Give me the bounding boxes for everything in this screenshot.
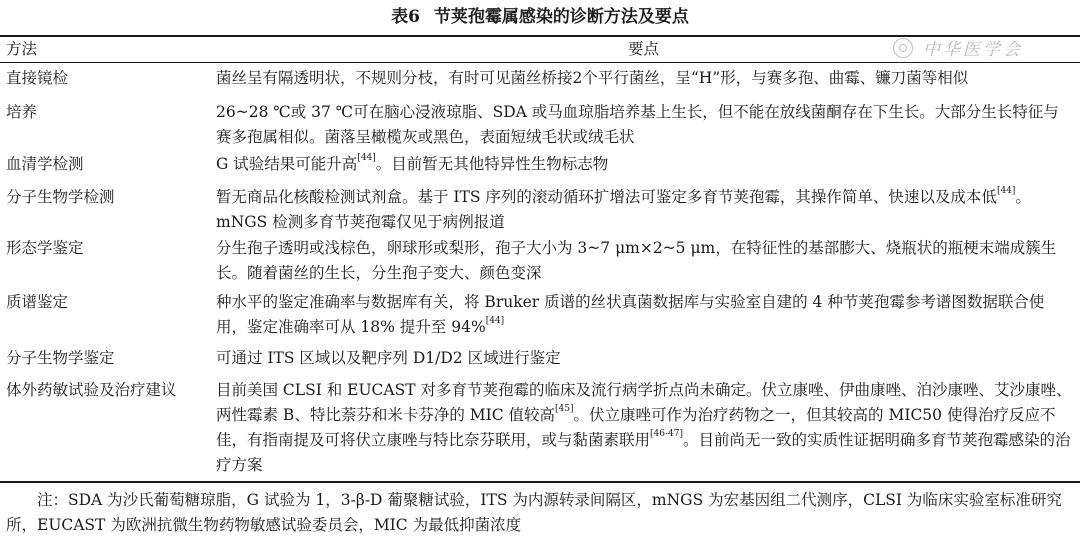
row-method: 直接镜检 [6, 69, 69, 87]
header-method: 方法 [6, 40, 38, 58]
row-points [216, 378, 1074, 478]
table-title: 节荚孢霉属感染的诊断方法及要点 [433, 7, 689, 27]
row-method: 分子生物学检测 [6, 188, 115, 206]
points-text: 暂无商品化核酸检测试剂盒。基于 ITS 序列的滚动循环扩增法可鉴定多育节荚孢霉，其操作简单、快速以及成本低 [216, 188, 997, 206]
citation-ref: [44] [996, 186, 1016, 196]
table-label: 表6 [391, 7, 420, 27]
row-points [216, 66, 1074, 91]
row-points [216, 290, 1074, 340]
points-text: 26~28 ℃或 37 ℃可在脑心浸液琼脂、SDA 或马血琼脂培养基上生长，但不能在放线菌酮存在下生长。大部分生长特征与赛多孢属相似。菌落呈橄榄灰或黑色，表面短绒毛状或绒毛状 [216, 103, 1059, 146]
row-method: 体外药敏试验及治疗建议 [6, 381, 177, 399]
points-text: 。mNGS 检测多育节荚孢霉仅见于病例报道 [216, 188, 1031, 231]
row-method: 分子生物学鉴定 [6, 349, 115, 367]
watermark-text: 中华医学会 [923, 40, 1023, 60]
points-text: 种水平的鉴定准确率与数据库有关，将 Bruker 质谱的丝状真菌数据库与实验室自建的 4 种节荚孢霉参考谱图数据联合使用，鉴定准确率可从 18% 提升至 94% [216, 293, 1045, 336]
points-text: 可通过 ITS 区域以及靶序列 D1/D2 区域进行鉴定 [216, 349, 561, 367]
points-text: 分生孢子透明或浅棕色，卵球形或梨形，孢子大小为 3~7 μm×2~5 μm，在特征性的基部膨大、烧瓶状的瓶梗末端成簇生长。随着菌丝的生长，分生孢子变大、颜色变深 [216, 239, 1057, 282]
watermark [893, 38, 1063, 62]
citation-ref: [44] [485, 316, 505, 326]
row-points [216, 346, 1074, 371]
row-points [216, 236, 1074, 286]
row-method: 质谱鉴定 [6, 293, 69, 311]
points-text: G 试验结果可能升高 [216, 155, 358, 173]
points-text: 菌丝呈有隔透明状，不规则分枝，有时可见菌丝桥接2个平行菌丝，呈“H”形，与赛多孢、曲霉、镰刀菌等相似 [216, 69, 969, 87]
points-text: 。伏立康唑可作为治疗药物之一，但其较高的 MIC50 使得治疗反应不佳，有指南提及可将伏立康唑与特比奈芬联用，或与黏菌素联用 [216, 406, 1056, 449]
citation-ref: [44] [357, 153, 376, 163]
header-rule [0, 62, 1080, 63]
seal-icon [893, 38, 913, 58]
points-text: 。目前尚无一致的实质性证据明确多育节荚孢霉感染的治疗方案 [216, 431, 1071, 474]
top-rule [0, 35, 1080, 37]
row-method: 血清学检测 [6, 155, 84, 173]
table-caption [0, 4, 1080, 30]
points-text: 。目前暂无其他特异性生物标志物 [375, 155, 609, 173]
row-points [216, 100, 1074, 150]
row-method: 形态学鉴定 [6, 239, 84, 257]
bottom-rule [0, 481, 1080, 483]
citation-ref: [45] [555, 404, 574, 414]
table-note: 注：SDA 为沙氏葡萄糖琼脂，G 试验为 1，3-β-D 葡聚糖试验，ITS 为内源转录间隔区，mNGS 为宏基因组二代测序，CLSI 为临床实验室标准研究所，EUCAST 为欧洲抗微生物药物敏感试验委员会，MIC 为最低抑菌浓度 [6, 491, 1062, 534]
citation-ref: [46-47] [650, 429, 683, 439]
row-points [216, 152, 1074, 177]
row-method: 培养 [6, 103, 38, 121]
row-points [216, 185, 1074, 235]
points-text: 目前美国 CLSI 和 EUCAST 对多育节荚孢霉的临床及流行病学折点尚未确定。伏立康唑、伊曲康唑、泊沙康唑、艾沙康唑、两性霉素 B、特比萘芬和米卡芬净的 MIC 值较高 [216, 381, 1072, 424]
header-points: 要点 [628, 40, 660, 58]
